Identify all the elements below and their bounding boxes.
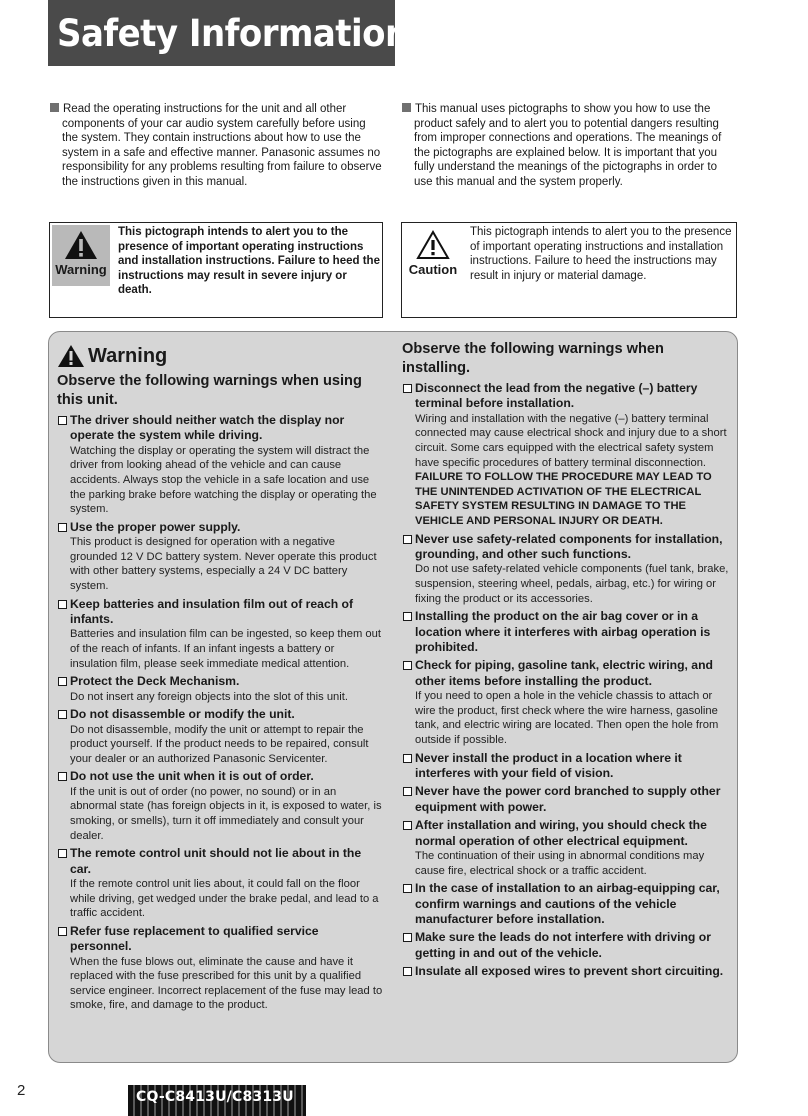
warning-item-body: Do not insert any foreign objects into the slot of this unit. [70,690,348,703]
intro-right [402,102,734,190]
warning-item-body: The continuation of their using in abnormal conditions may cause fire, electrical shock or a traffic accident. [415,850,705,877]
warning-item-body: Do not disassemble, modify the unit or attempt to repair the product yourself. If the product needs to be repaired, consult your dealer or an authorized Panasonic Servicenter. [70,723,369,765]
warning-item-title: The remote control unit should not lie about in the car. [70,846,362,876]
using-section-heading: Observe the following warnings when using this unit. [57,373,362,408]
caution-pictograph-box [401,222,737,318]
warning-item-body: If the unit is out of order (no power, no sound) or in an abnormal state (has foreign objects in it, is exposed to water, is smoking, or smells), turn it off immediately and consult your dealer. [70,785,382,842]
warning-item [402,930,730,961]
checkbox-square-icon [58,772,67,781]
page-title: Safety Information [57,12,409,55]
caution-pictograph-text: This pictograph intends to alert you to the presence of important operating instructions and installation instructions. Failure to heed the instructions may result in injury or material damage. [470,226,732,282]
warning-triangle-icon [64,230,98,260]
intro-right-text: This manual uses pictographs to show you how to use the product safely and to alert you to potential dangers resulting from improper connections and operations. The meanings of the pictographs are explained below. It is important that you fully understand the meanings of the pictographs in order to use this manual and the system properly. [414,103,722,188]
installing-warning-list [402,381,730,980]
warning-pictograph-text: This pictograph intends to alert you to the presence of important operating instructions and installation instructions. Failure to heed the instructions may result in severe injury or death. [118,226,380,297]
installing-section-heading: Observe the following warnings when installing. [402,341,664,376]
intro-left [50,102,382,190]
warning-item-title: The driver should neither watch the display nor operate the system while driving. [70,413,345,443]
page-number: 2 [17,1082,26,1099]
warning-item [402,381,730,529]
caution-label: Caution [408,262,458,277]
warning-item-title: Protect the Deck Mechanism. [70,674,240,689]
warning-item-body: If the remote control unit lies about, it could fall on the floor while driving, get wedged under the brake pedal, and lead to a traffic accident. [70,877,379,920]
warning-column-installing [402,337,730,983]
bullet-square-icon [50,103,59,112]
warning-item-emphasis: FAILURE TO FOLLOW THE PROCEDURE MAY LEAD TO THE UNINTENDED ACTIVATION OF THE ELECTRICAL SAFETY SYSTEM RESULTING IN DAMAGE TO THE VEHICLE AND PERSONAL INJURY OR DEATH. [415,471,712,527]
warning-item-title: Use the proper power supply. [70,519,241,534]
checkbox-square-icon [58,416,67,425]
checkbox-square-icon [58,677,67,686]
checkbox-square-icon [58,600,67,609]
warning-item-body: If you need to open a hole in the vehicle chassis to attach or wire the product, first check where the wire harness, gasoline tank, and electric wiring are located. Then open the hole from outside if possible. [415,690,719,746]
warning-item [402,964,730,979]
warning-item [57,520,383,594]
warning-item [402,751,730,782]
warning-item-title: Make sure the leads do not interfere with driving or getting in and out of the vehicle. [415,930,711,960]
checkbox-square-icon [58,927,67,936]
intro-left-text: Read the operating instructions for the unit and all other components of your car audio system carefully before using the system. They contain instructions about how to use the system in a safe and effective manner. Panasonic assumes no responsibility for any problems resulting from failure to observe the instructions given in this manual. [62,103,382,188]
warning-pictograph [52,225,110,286]
warning-item [402,784,730,815]
warning-item [57,924,383,1013]
caution-pictograph [404,225,462,286]
checkbox-square-icon [403,787,412,796]
warning-item-title: After installation and wiring, you should check the normal operation of other electrical equipment. [415,818,707,848]
warning-item-title: Keep batteries and insulation film out of reach of infants. [70,596,354,626]
warning-item-body: Do not use safety-related vehicle components (fuel tank, brake, suspension, steering wheel, pedals, airbag, etc.) for wiring or fixing the product or its accessories. [415,563,729,605]
warning-item-title: Check for piping, gasoline tank, electric wiring, and other items before installing the product. [415,658,713,688]
checkbox-square-icon [403,884,412,893]
checkbox-square-icon [403,661,412,670]
model-number: CQ-C8413U/C8313U [136,1089,294,1105]
warning-item-body: Watching the display or operating the system will distract the driver from looking ahead of the vehicle and can cause accidents. Always stop the vehicle in a safe location and use the parking brake before watching the display or operating the system. [70,444,377,516]
warning-item-body: Batteries and insulation film can be ingested, so keep them out of the reach of infants. If an infant ingests a battery or insulation film, please seek immediate medical attention. [70,628,381,670]
warning-heading [57,343,383,369]
checkbox-square-icon [403,821,412,830]
warning-item [402,818,730,878]
checkbox-square-icon [58,523,67,532]
caution-triangle-icon [416,230,450,260]
warning-item-title: In the case of installation to an airbag-equipping car, confirm warnings and cautions of the vehicle manufacturer before installation. [415,881,720,926]
warning-column-using [57,343,383,1016]
warning-item [402,881,730,927]
warning-item-title: Never have the power cord branched to supply other equipment with power. [415,784,721,814]
warning-item-title: Insulate all exposed wires to prevent short circuiting. [415,964,724,979]
warning-item [57,707,383,766]
warning-item [57,597,383,672]
checkbox-square-icon [403,384,412,393]
checkbox-square-icon [403,933,412,942]
warning-item-title: Disconnect the lead from the negative (–) battery terminal before installation. [415,381,698,411]
warning-item [57,769,383,843]
checkbox-square-icon [58,849,67,858]
bullet-square-icon [402,103,411,112]
warning-item-body: Wiring and installation with the negative (–) battery terminal connected may cause electrical shock and injury due to a short circuit. Some cars equipped with the electrical safety system have specific procedures of battery terminal disconnection. [415,412,727,469]
warning-item [402,609,730,655]
checkbox-square-icon [403,754,412,763]
warning-item-title: Do not use the unit when it is out of order. [70,769,314,784]
checkbox-square-icon [403,967,412,976]
warning-item-body: When the fuse blows out, eliminate the cause and have it replaced with the fuse prescribed for this unit by a qualified service engineer. Incorrect replacement of the fuse may lead to smoke, fire, and damage to the product. [70,955,383,1012]
warning-item [57,413,383,517]
warning-heading-text: Warning [88,344,168,367]
warning-item-title: Never install the product in a location where it interferes with your field of vision. [415,750,682,780]
warning-item [402,658,730,747]
warning-item-title: Refer fuse replacement to qualified service personnel. [70,923,319,954]
warning-item-title: Installing the product on the air bag cover or in a location where it interferes with airbag operation is prohibited. [415,609,711,654]
warning-item [57,846,383,921]
warning-item-title: Never use safety-related components for installation, grounding, and other such functions. [415,531,723,561]
warning-item-body: This product is designed for operation with a negative grounded 12 V DC battery system. Never operate this product with other battery systems, especially a 24 V DC battery system. [70,536,377,592]
warning-item [57,674,383,704]
checkbox-square-icon [58,710,67,719]
warning-item [402,532,730,607]
checkbox-square-icon [403,535,412,544]
warning-label: Warning [55,262,107,277]
using-warning-list [57,413,383,1013]
warning-pictograph-box [49,222,383,318]
checkbox-square-icon [403,612,412,621]
warning-item-title: Do not disassemble or modify the unit. [70,707,295,722]
warning-triangle-icon [57,344,85,368]
